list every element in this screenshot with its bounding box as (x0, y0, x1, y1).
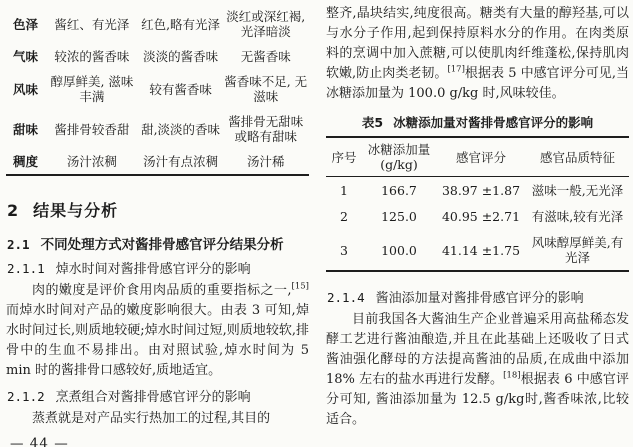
table-cell: 淡红或深红褐, 光泽暗淡 (226, 9, 306, 39)
section-number: 2.1 (7, 237, 30, 252)
table-cell: 淡淡的酱香味 (143, 49, 219, 64)
section-heading-2-1-4 (327, 287, 629, 306)
paragraph-text: 整齐,晶块结实,纯度很高。糖类有大量的醇羟基,可以与水分子作用,起到保持原料水分的作用。在肉类原料的烹调中加入蔗糖,可以使肌肉纤维蓬松,保持肌肉软嫩,防止肉类老韧。 (326, 6, 629, 81)
table-header-row (326, 137, 629, 177)
table-row (6, 44, 309, 69)
paragraph-text: 肉的嫩度是评价食用肉品质的重要指标之一, (32, 283, 292, 298)
header-cell-amount (362, 137, 436, 177)
table-cell: 气味 (13, 49, 39, 64)
table-cell: 色泽 (13, 16, 39, 32)
table5-caption-title: 冰糖添加量对酱排骨感官评分的影响 (393, 115, 594, 130)
table5-header (326, 137, 629, 177)
table-cell: 166.7 (381, 183, 417, 198)
table-cell: 汤汁有点浓稠 (143, 154, 219, 169)
table-cell: 41.14 ±1.75 (441, 242, 521, 258)
paragraph-text: 蒸煮就是对产品实行热加工的过程,其目的 (32, 411, 271, 426)
citation-ref-18: [18] (503, 370, 521, 381)
table-cell: 较浓的酱香味 (54, 49, 130, 64)
paragraph-cooking (6, 409, 309, 429)
section-heading-2-1 (7, 233, 309, 253)
section-title: 不同处理方式对酱排骨感官评分结果分析 (40, 237, 284, 253)
table-cell: 滋味一般,无光泽 (531, 183, 624, 198)
paragraph-text: 根据表 5 中感官评分可见,当冰糖添加量为 100.0 g/kg 时,风味较佳。 (326, 66, 630, 101)
table-cell: 酱红、有光泽 (54, 16, 130, 32)
table-cell: 38.97 ±1.87 (441, 183, 521, 198)
table-cell: 醇厚鲜美, 滋味丰满 (50, 74, 134, 104)
section-title: 酱油添加量对酱排骨感官评分的影响 (375, 291, 584, 306)
table-cell: 100.0 (381, 242, 417, 258)
table-row (326, 203, 629, 229)
section-number: 2.1.4 (327, 290, 365, 305)
table-cell: 风味 (13, 81, 39, 97)
section-title: 烹煮组合对酱排骨感官评分的影响 (55, 390, 251, 405)
table-cell: 较有酱香味 (149, 81, 212, 97)
section-heading-2-1-1 (7, 258, 309, 277)
section-title: 结果与分析 (33, 201, 119, 220)
table-cell: 汤汁稀 (246, 154, 285, 169)
table-row (326, 177, 629, 204)
sensory-criteria-table (6, 4, 309, 176)
table-cell: 有滋味,较有光泽 (531, 209, 624, 224)
citation-ref-15: [15] (291, 281, 309, 292)
paragraph-blanching (6, 281, 309, 381)
header-cell-score: 感官评分 (436, 137, 526, 177)
section-title: 焯水时间对酱排骨感官评分的影响 (55, 262, 251, 277)
section-number: 2.1.1 (7, 261, 45, 276)
table5-caption-label: 表5 (361, 115, 384, 130)
section-number: 2.1.2 (7, 389, 45, 404)
section-heading-2 (7, 198, 309, 221)
right-column (326, 2, 629, 447)
table5-caption (326, 113, 629, 131)
table-row (6, 109, 309, 149)
header-cell-no: 序号 (326, 137, 362, 177)
table-cell: 红色,略有光泽 (141, 16, 221, 32)
table-row (326, 229, 629, 271)
header-amount-unit: (g/kg) (380, 157, 418, 172)
left-column (6, 2, 309, 447)
paragraph-sugar (326, 4, 629, 104)
table-cell: 3 (340, 242, 348, 258)
table-cell: 无酱香味 (240, 49, 291, 64)
paragraph-text: 根据表 6 中感官评分可知, 酱油添加量为 12.5 g/kg时,酱香味浓,比较适合。 (326, 372, 629, 427)
table5-rock-sugar (326, 136, 629, 272)
table-cell: 1 (340, 183, 348, 198)
paragraph-text: 而焯水时间对产品的嫩度影响很大。由表 3 可知,焯水时间过长,则质地较硬;焯水时间过短,则质地较软,排骨中的生血不易排出。由对照试验,焯水时间为 5 min 时的酱排骨口感较好,质地适宜。 (6, 303, 309, 378)
table-row (6, 4, 309, 44)
section-number: 2 (7, 201, 19, 220)
header-amount-label: 冰糖添加量 (367, 142, 431, 157)
table-cell: 酱排骨较香甜 (54, 121, 130, 137)
header-cell-trait: 感官品质特征 (526, 137, 629, 177)
table-row (6, 69, 309, 109)
table-cell: 稠度 (13, 154, 39, 169)
section-heading-2-1-2 (7, 386, 309, 405)
table-cell: 甜,淡淡的香味 (141, 121, 221, 137)
table-cell: 汤汁浓稠 (66, 154, 117, 169)
page-number: — 44 — (10, 436, 69, 447)
table-cell: 酱香味不足, 无滋味 (224, 74, 308, 104)
table-cell: 125.0 (381, 209, 417, 224)
table-cell: 风味醇厚鲜美,有光泽 (531, 235, 624, 265)
table-cell: 2 (340, 209, 348, 224)
table-row (6, 149, 309, 175)
table-cell: 甜味 (13, 121, 39, 137)
table-cell: 40.95 ±2.71 (441, 209, 521, 224)
paragraph-soy-sauce (326, 310, 629, 430)
table-cell: 酱排骨无甜味 或略有甜味 (228, 114, 304, 144)
citation-ref-17: [17] (447, 64, 465, 75)
paragraph-text: 目前我国各大酱油生产企业普遍采用高盐稀态发酵工艺进行酱油酿造,并且在此基础上还吸收了日式酱油强化酵母的方法提高酱油的品质,在成曲中添加 18% 左右的盐水再进行发酵。 (326, 312, 629, 387)
